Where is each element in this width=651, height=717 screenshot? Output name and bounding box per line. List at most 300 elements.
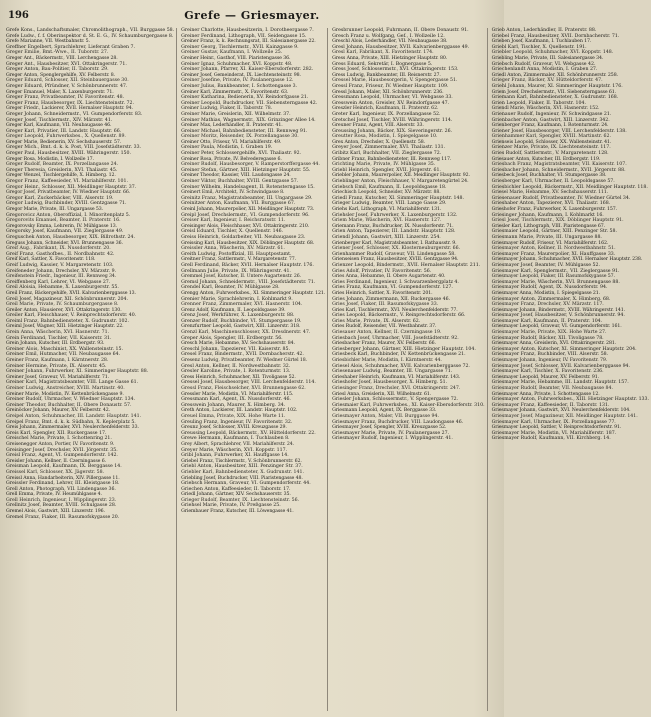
directory-entry: Grein Johann, Kutscher, III. Erdbergstr. 93.	[6, 341, 105, 347]
directory-entry: Greiner Heinr., Gasthof, VIII. Piaristengasse 36.	[181, 55, 291, 61]
directory-entry: Greis Johann, Zimmermaler, XVI. Neulerchenfelderstr. 33.	[6, 425, 139, 431]
directory-entry: Greisl Eduard, Tischler, X. Quellenstr. 146.	[181, 229, 284, 235]
directory-entry: Griesmayer Josef, Hausbesitzer, V. Schönbrunnerstr. 94.	[491, 313, 625, 319]
directory-entry: Gretschel Josef, Tischler, XVIII. Währingerstr. 114.	[332, 117, 453, 123]
directory-entry: Greiner Johann, Pfarrer, XI. Kaiser-Ebersdorferstr. 282.	[181, 67, 314, 73]
directory-entry: Greiner Peter, Schlossergehilfe, XVI. Thaliastr. 92.	[181, 151, 302, 157]
directory-entry: Greunz Josef, Schlosser, XVIII. Kreuzgasse 29.	[181, 425, 287, 431]
directory-entry: Griesl Anna, Greislerin, XII. Wilhelmstr. 61.	[332, 391, 432, 397]
directory-entry: Gresswein Johann, Maurer, X. Himberg. 34.	[181, 402, 286, 408]
directory-entry: Greiner Alois, Maschinist, XX. Wallensteinstr. 15.	[6, 346, 123, 352]
directory-entry: Griesmayer Rudolf, Ingenieur, I. Wipplingerstr. 41.	[332, 436, 453, 442]
directory-entry: Grenier Marie, Sprachlehrerin, I. Kohlmarkt 9.	[181, 296, 293, 302]
directory-entry: Griesmayer Leopold, Sattler, V. Reinprechtsdorferstr. 91.	[491, 425, 622, 431]
directory-entry: Greiml Josef, Wagner, XIII. Hietzinger Hauptstr. 22.	[6, 324, 124, 330]
directory-entry: Grienberger Karl, Magistratsbeamter, I. Rathausstr. 9.	[332, 240, 457, 246]
directory-entry: Grendel Karl, Beamter, IV. Mühlgasse 28.	[181, 285, 280, 291]
directory-entry: Griesmayer Josef, Schlosser, XVII. Kalvarienberggasse 94.	[491, 363, 631, 369]
directory-entry: Griesmayer Karl, Uhrmacher, IX. Porzellangasse 77.	[491, 419, 616, 425]
directory-entry: Gremmel Josef, Kutscher, II. Untere Augartenstr. 26.	[181, 274, 302, 280]
directory-entry: Grengg Anton, Fuhrwerksbes., XI. Simmeringer Hauptstr. 121.	[181, 290, 326, 296]
directory-entry: Griendl Marie, Wäscherin, XVI. Hasnerstr. 152.	[491, 106, 600, 112]
directory-entry: Greisinger Alois, Fleischhauer, XVI. Ottakringerstr. 210.	[181, 223, 310, 229]
directory-columns	[6, 28, 650, 711]
directory-entry: Greguss Johann, Schneider, XVI. Brunnengasse 36.	[6, 240, 123, 246]
directory-entry: Greiner Josefine, Private, IV. Paulanergasse 12.	[181, 78, 294, 84]
directory-entry: Gressel Josef, Hausbesorger, VIII. Lerchenfelderstr. 114.	[181, 380, 316, 386]
directory-entry: Griesmaier Karl, Fuhrwerksbes., XI. Kaiser-Ebersdorferstr. 310.	[332, 402, 485, 408]
directory-entry: Griem Josef, Drechslermstr., VII. Siebensterngasse 61.	[491, 89, 617, 95]
directory-entry: Gress Ludwig, Bankbeamter, III. Reisnerstr. 27.	[332, 72, 441, 78]
directory-entry: Griebling Josef, Buchdrucker, VIII. Piaristengasse 48.	[181, 475, 303, 481]
page-number: 196	[8, 10, 29, 21]
directory-entry: Gress Eduard, Sekretär, I. Bognergasse 5.	[332, 61, 433, 67]
directory-entry: Griesmayer Josef, Spengler, XVIII. Kreuzgasse 52.	[332, 425, 447, 431]
directory-entry: Grenner Franz, Zimmermaler, XVI. Hasnerstr. 104.	[181, 302, 303, 308]
directory-entry: Greif Franz, Gasthofbes., II. Nordbahnstr. 42.	[6, 251, 115, 257]
directory-entry: Grell Emma, Private, IV. Heumühlgasse 4.	[6, 492, 102, 498]
directory-entry: Griesmayer Franz, Maurerpolier, XI. Hauffgasse 33.	[491, 251, 616, 257]
directory-entry: Gregorsky Josef, Kaufmann, VII. Zieglergasse 49.	[6, 229, 124, 235]
directory-entry: Gries Johann, Zimmermann, XII. Ruckergasse 46.	[332, 296, 451, 302]
directory-entry: Greger Anton, Spenglergehilfe, XV. Felberstr. 8.	[6, 72, 116, 78]
directory-entry: Greschl Johann, Tapezierer, VII. Kaiserstr. 85.	[181, 346, 291, 352]
running-head: Grefe — Griesmayer.	[184, 9, 320, 22]
directory-entry: Greiner Ludwig, Anstreicher, XVIII. Martinstr. 40.	[6, 386, 125, 391]
directory-entry: Greger Theresia, Greislerin, XVI. Thaliastr. 45.	[6, 167, 118, 173]
directory-entry: Greger Josef, Tischlermstr., XIV. Märzstr. 41.	[6, 117, 113, 123]
directory-entry: Griebel Franz, Hausbesitzer, XVII. Dornbacherstr. 71.	[491, 33, 620, 39]
directory-entry: Grell Anton, Photograph, VII. Lindengasse 36.	[6, 486, 116, 492]
directory-entry: Greiner Julius, Bankbeamter, I. Schottengasse 3.	[181, 83, 298, 89]
directory-entry: Griebler Karl, Bahnbediensteter, X. Gudrunstr. 141.	[181, 469, 304, 475]
directory-entry: Griener Josef, Schlosser, XX. Klosterneuburgerstr. 66.	[332, 246, 461, 252]
directory-entry: Griesler Karl, Lithograph, VIII. Piaristengasse 67.	[491, 223, 606, 229]
directory-entry: Greiner Rudolf, Hausbesorger, V. Ramperstorffergasse 44.	[181, 162, 320, 168]
directory-entry: Greisman Leopold, Kaufmann, IX. Berggasse 14.	[6, 464, 122, 470]
directory-entry: Grenz Josef, Werkführer, X. Laxenburgerstr. 88.	[181, 313, 295, 319]
directory-entry: Gresenz Ludwig, Privatbeamter, IV. Wiedner Gürtel 18.	[181, 358, 308, 364]
directory-entry: Greith Ludwig, Postoffizial, III. Hauptpostamt.	[181, 251, 292, 257]
directory-entry: Greffner Engelbert, Sprachlehrer, Lieferant Graben 7.	[6, 44, 135, 50]
directory-entry: Greissl Anna, Handarbeiterin, XIV. Pillergasse 11.	[6, 475, 120, 481]
directory-entry: Greifeneder Johann, Drechsler, XV. Märzstr. 9.	[6, 268, 117, 274]
directory-entry: Greger Rudolf, Beamter, IX. Porzellangasse 24.	[6, 162, 119, 168]
directory-entry: Gressmann Leopold, Uhrmacher, VI. Webgasse 33.	[332, 95, 453, 101]
directory-entry: Gribner Franz, Bahnbediensteter, III. Rennweg 117.	[332, 156, 452, 162]
directory-entry: Gresbrunner Leopold, Fuhrmann, II. Obere Donaustr. 91.	[332, 28, 469, 33]
directory-entry: Greger Rosa, Modistin, I. Wollzeile 17.	[6, 156, 94, 162]
directory-entry: Gries Franz, Kaufmann, VI. Gumpendorferstr. 127.	[332, 285, 453, 291]
directory-entry: Gressl Franz, Fleischselcher, XVI. Brunnengasse 62.	[181, 386, 306, 391]
directory-entry: Greiner Johann, Fuhrwerker, XI. Simmeringer Hauptstr. 88.	[6, 369, 149, 375]
directory-entry: Gressmann Karl, Agent, IX. Nussdorferstr. 46.	[181, 397, 291, 403]
directory-entry: Griener Josef, Hausbesorger, VIII. Lerchenfelderstr. 138.	[491, 128, 627, 134]
directory-entry: Greisl Franz, Agent, VI. Gumpendorferstr. 142.	[6, 453, 118, 459]
directory-entry: Greiner Karl, Zimmermstr., X. Favoritenstr. 63.	[181, 89, 289, 95]
directory-entry: Gregor Josef, Privatbeamter, IV. Wiedner Hauptstr. 66.	[6, 190, 131, 196]
directory-entry: Griesmayer Josef, Magazineur, XII. Meidlinger Hauptstr. 141.	[491, 413, 638, 419]
directory-entry: Greil Franz, Bäckergehilfe, XVII. Kalvarienberggasse 13.	[6, 290, 136, 296]
directory-entry: Grichting Marie, Private, IV. Mühlgasse 35.	[332, 162, 436, 168]
directory-entry: Grienseis Leopold, Schlosser, XX. Wallensteinstr. 41.	[491, 139, 612, 145]
directory-entry: Greiner Theodor, Kassier, VIII. Laudongasse 24.	[181, 173, 291, 179]
directory-entry: Griesmayer Johann, Ingenieur, IV. Favoritenstr. 79.	[491, 358, 608, 364]
directory-entry: Greger Franz, Privatbeamter, IV. Favoritenstr. 48.	[6, 95, 125, 101]
directory-entry: Greischel Marie, Private, I. Schottenring 21.	[6, 436, 112, 442]
directory-entry: Griehsel Marie, Private, IV. Preßgasse 25.	[181, 503, 281, 509]
directory-entry: Grex Anton, Drechsler, X. Quellenstr. 58.	[332, 139, 426, 145]
directory-entry: Griembauer Franz, Kutscher, III. Löwengasse 41.	[181, 509, 294, 515]
directory-entry: Greiser Karl, Ingenieur, I. Reichsratsstr. 11.	[181, 218, 286, 224]
directory-entry: Greper Alois, Spengler, III. Erdbergstr. 56.	[181, 335, 283, 341]
directory-entry: Griesbacher Franz, Maurer, XV. Felberstr. 66.	[332, 341, 436, 347]
directory-entry: Greil Josef, Magazineur, XII. Schönbrunnerstr. 204.	[6, 296, 129, 302]
directory-entry: Greiner Emil, Hutmacher, VII. Neubaugasse 64.	[6, 352, 121, 358]
directory-entry: Greiner Franz, Kaufmann, I. Kärntnerstr. 28.	[6, 358, 109, 364]
directory-entry: Griesmayer Anna, Private, I. Schottengasse 12.	[491, 391, 600, 397]
directory-entry: Greipel Anton, Schuhmacher, III. Landstr. Hauptstr. 141.	[6, 413, 142, 419]
directory-entry: Grieshaber Heinrich, Kaufmann, VI. Mariahilferstr. 143.	[332, 374, 461, 380]
directory-entry: Greger Marie, Bedienerin, XV. Sechshauserstr. 57.	[6, 139, 122, 145]
directory-entry: Grienauer Rudolf, Ingenieur, IV. Schwindgasse 21.	[491, 111, 612, 117]
directory-entry: Gresl Johann, Hausbesitzer, XVII. Kalvarienberggasse 49.	[332, 44, 470, 50]
directory-entry: Griehsler Josef, Fuhrwerker, X. Laxenburgerstr. 132.	[332, 212, 458, 218]
directory-entry: Griesmayer Karl, Tischler, X. Favoritenstr. 236.	[491, 369, 604, 375]
directory-entry: Greitner Franz, Sattlermstr., V. Margaretenstr. 77.	[181, 257, 297, 263]
directory-entry: Griebling Marie, Private, III. Salesianergasse 34.	[491, 55, 604, 61]
directory-entry: Griesmayer Anna, Modistin, I. Spiegelgasse 21.	[491, 290, 601, 296]
directory-entry: Greiner Stefan, Gärtner, XIII. Hietzinger Hauptstr. 55.	[181, 167, 311, 173]
directory-entry: Griem Marie, Wäscherin, XVI. Hasnerstr. 127.	[332, 218, 442, 224]
directory-entry: Greger Ant., Hausbesitzer, XVI. Ottakringerstr. 71.	[6, 61, 127, 67]
directory-entry: Greyer Josef, Zimmermaler, XVI. Thaliastr. 131.	[332, 145, 446, 151]
directory-entry: Gregorovicz Anton, Oberoffizial, I. Minoritenplatz 5.	[6, 212, 131, 218]
directory-entry: Greinitz Franz, Magistratsbeamter, III. Ungargasse 29.	[181, 195, 313, 201]
directory-entry: Grenzl Karl, Maschinenschlosser, XX. Dresdnerstr. 47.	[181, 330, 311, 336]
directory-entry: Gregor Ludwig, Buchbinder, XVIII. Gentzgasse 71.	[6, 201, 127, 207]
directory-entry: Greiner Moritz, Reisender, IX. Porzellangasse 30.	[181, 134, 299, 140]
directory-entry: Greger Anton, Bau-Politier, II. Taborstr. 29.	[6, 67, 109, 73]
directory-entry: Greiner Max, Lederhändler, II. Praterstr. 41.	[181, 123, 283, 129]
directory-entry: Greissler Ferdinand, Lehrer, III. Kleistgasse 18.	[6, 481, 120, 487]
directory-entry: Greger Friedr., Lackierer, XVII. Hernalser Hauptstr. 94.	[6, 106, 133, 112]
directory-entry: Grieb Anton, Lederhändler, II. Praterstr. 88.	[491, 28, 597, 33]
directory-entry: Gress Anna, Private, XIII. Hietzinger Hauptstr. 80.	[332, 55, 448, 61]
directory-entry: Griendl Johann, Gastwirt, XIII. Linzerstr. 254.	[332, 234, 441, 240]
directory-entry: Griesmayer Anton, Fuhrwerksbes., XIII. Hietzinger Hauptstr. 133.	[491, 397, 650, 403]
directory-entry: Griesmayer Leopold, Maurer, XV. Felberstr. 91.	[491, 374, 599, 380]
directory-entry: Griebsch Emil, Kaufmann, II. Leopoldsgasse 18.	[332, 184, 447, 190]
directory-entry: Gregor Karl, Zuckerbäcker, VIII. Alserstr. 19.	[6, 195, 114, 201]
directory-entry: Gressl Johann, Maler, XII. Schönbrunnerstr. 236.	[332, 89, 444, 95]
directory-entry: Greipl Josef, Drechslermstr., VI. Gumpendorferstr. 96.	[181, 212, 310, 218]
directory-column-1	[6, 28, 177, 711]
directory-entry: Griedl Johann, Gärtner, XIV. Sechshauserstr. 35.	[181, 492, 291, 498]
directory-entry: Greuling Franz, Ingenieur, IV. Favoritenstr. 32.	[181, 419, 293, 425]
directory-entry: Greiner Charlotte, Hausbesitzerin, I. Dorotheergasse 7.	[181, 28, 314, 33]
directory-entry: Greiner Ludwig, Fiaker, II. Taborstr. 78.	[181, 106, 273, 112]
directory-column-3	[332, 28, 487, 711]
directory-entry: Greger Paul, Hausbesitzer, XVIII. Währingerstr. 150.	[6, 151, 132, 157]
directory-entry: Greiner Ferdinand, Lithograph, VII. Seidengasse 15.	[181, 33, 307, 39]
directory-entry: Gregor Marie, Private, III. Ungargasse 53.	[6, 207, 104, 212]
directory-entry: Grienseisen Franz, Hausbesitzer, XVIII. Gentzgasse 94.	[332, 257, 459, 263]
directory-entry: Greif Ludwig, Kassier, V. Margaretenstr. 103.	[6, 262, 114, 268]
directory-entry: Greger Karl, Privatier, III. Landstr. Hauptstr. 66.	[6, 128, 122, 134]
directory-entry: Grefe Marianne, VII. Westbahnstr. 5.	[6, 39, 90, 45]
directory-entry: Gresswein Anton, Greisler, XV. Reindorfgasse 47.	[332, 100, 450, 106]
directory-entry: Griesinger Franz, Drechsler, XVI. Ottakringerstr. 247.	[332, 386, 461, 391]
directory-entry: Gries Heinrich, Sattler, X. Favoritenstr. 201.	[332, 290, 433, 296]
directory-entry: Greutter Rosa, Modistin, I. Spiegelgasse 10.	[332, 134, 438, 140]
directory-entry: Gremel Alois, Gastwirt, XIII. Linzerstr. 196.	[6, 509, 105, 515]
directory-entry: Griehs Karl, Lithograph, VI. Mariahilferstr. 131.	[332, 207, 442, 212]
directory-entry: Griesbichler Marie, Modistin, I. Kärntnerstr. 44.	[332, 358, 442, 364]
directory-entry: Greiner Karl, Magistratsbeamter, VIII. Lange Gasse 61.	[6, 380, 139, 386]
directory-entry: Greussing Leopold, Bäckermstr., XV. Hütteldorferstr. 22.	[181, 430, 316, 436]
directory-entry: Greiml Franz, Bahnbediensteter, X. Gudrunstr. 102.	[6, 318, 130, 324]
directory-entry: Greiner Theodor, Buchhalter, II. Obere Donaustr. 57.	[6, 402, 132, 408]
directory-entry: Grell Heinrich, Ingenieur, I. Wipplingerstr. 23.	[6, 497, 117, 503]
directory-entry: Grien Anton, Tapezierer, III. Landstr. Hauptstr. 128.	[332, 229, 456, 235]
directory-entry: Greiss Heinrich, Goldarbeiter, VII. Neubaugasse 23.	[181, 234, 306, 240]
directory-entry: Greger Eduard, Schlosser, XII. Steinbauergasse 30.	[6, 78, 129, 84]
directory-entry: Gressel Marie, Hausbesorgerin, V. Spengergasse 51.	[332, 78, 458, 84]
directory-entry: Gregorovits Emanuel, Beamter, II. Praterstr. 16.	[6, 218, 121, 224]
directory-entry: Greger Johann, Schneidermstr., VI. Gumpendorferstr. 83.	[6, 111, 143, 117]
directory-entry: Gresel Franz, Bindermstr., XVII. Dornbacherstr. 42.	[181, 352, 304, 358]
directory-entry: Greiner Franz, k. k. Rechnungsrat, III. Salesianergasse 22.	[181, 39, 316, 45]
directory-entry: Greissel Karl, Schlosser, XX. Jägerstr. 58.	[6, 469, 105, 475]
directory-entry: Grellnitz Josef, Beamter, XVIII. Schulgasse 28.	[6, 503, 117, 509]
directory-entry: Greiner Ignaz, Schuhmacher, XVI. Koppstr. 48.	[181, 61, 293, 67]
directory-entry: Gries Adolf, Privatier, IV. Favoritenstr. 56.	[332, 268, 432, 274]
directory-entry: Griesmayer Anton, Zimmermaler, X. Himberg. 68.	[491, 296, 611, 302]
directory-entry: Griesmayer Anton, Maler, VII. Burggasse 94.	[332, 413, 439, 419]
directory-entry: Griesberger Karl, Uhrmacher, II. Leopoldsgasse 57.	[491, 179, 615, 185]
directory-entry: Griemann Karl, Bahnbediensteter, X. Gudrunstr. 168.	[491, 95, 619, 101]
directory-entry: Griesberger Johann, Gärtner, XIII. Hietzinger Hauptstr. 104.	[332, 346, 476, 352]
directory-entry: Greis Karl, Spengler, XII. Ruckergasse 17.	[6, 430, 107, 436]
directory-entry: Griesmann Marie, Private, III. Ungargasse 88.	[491, 234, 602, 240]
directory-entry: Griedl Anton, Zimmermaler, XII. Schönbrunnerstr. 258.	[491, 72, 618, 78]
directory-entry: Griesmayer Rudolf, Agent, IX. Nussdorferstr. 94.	[491, 285, 608, 291]
directory-entry: Greszler Heinrich, Kaufmann, II. Praterstr. 62.	[332, 106, 439, 112]
directory-entry: Greiner Viktor, Buchhalter, XVIII. Gentzgasse 57.	[181, 179, 299, 185]
directory-entry: Greschl Alois, Lederhändler, VII. Neubaugasse 38.	[332, 39, 448, 45]
directory-entry: Greuel Emma, Private, XIX. Hohe Warte 11.	[181, 413, 286, 419]
directory-entry: Gries Marie, Private, IX. Alserstr. 62.	[332, 318, 421, 324]
directory-entry: Griesmayer Leopold, Graveur, VI. Gumpendorferstr. 161.	[491, 324, 622, 330]
directory-entry: Griebler Leopold, Schuhmacher, XVI. Koppstr. 148.	[491, 50, 614, 56]
directory-entry: Griesmayer Marie, Hebamme, III. Landstr. Hauptstr. 157.	[491, 380, 629, 386]
directory-entry: Griesmayer Rudolf, Friseur, VI. Mariahilferstr. 162.	[491, 240, 609, 246]
directory-entry: Greif Aug., Fabrikant, IX. Nussdorferstr. 20.	[6, 246, 111, 252]
directory-entry: Grein Ferdinand, Tischler, VII. Kaiserstr. 31.	[6, 335, 112, 341]
directory-entry: Griebsch Hermann, Graveur, VI. Gumpendorferstr. 44.	[181, 481, 311, 487]
directory-entry: Griechisch Leopold, Schneider, XV. Märzstr. 88.	[332, 190, 441, 196]
directory-entry: Greisinger Josef, Drechsler, XVII. Jörgerstr. 35.	[6, 447, 118, 453]
directory-entry: Greipel Franz, Bmt. d. k. k. Südbahn, X. Keplerplatz 5.	[6, 419, 136, 425]
directory-column-2	[181, 28, 328, 711]
directory-entry: Grienhammer Rudolf, Graveur, VII. Lindengasse 58.	[332, 251, 456, 257]
directory-entry: Greiffenberg Karl, Lehrer, VI. Webgasse 27.	[6, 279, 111, 285]
directory-entry: Grieger Rudolf, Beamter, IX. Liechtensteinstr. 56.	[181, 497, 300, 503]
directory-entry: Grienbacher Anton, Gastwirt, XIII. Linzerstr. 342.	[491, 117, 610, 123]
directory-entry: Griesmayer Josef, Beamter, IV. Mühlgasse 52.	[491, 262, 600, 268]
directory-entry: Griesmann Leopold, Agent, IX. Berggasse 33.	[332, 408, 437, 414]
directory-entry: Greger Leopold, Fuhrwerksbes., X. Quellenstr. 89.	[6, 134, 126, 140]
directory-entry: Griesmayer Franz, Buchdrucker, VIII. Laudongasse 46.	[332, 419, 464, 425]
directory-entry: Griesler Johann, Schlossermstr., V. Spengergasse 72.	[332, 397, 459, 403]
directory-entry: Griesmayer Johann, Schuhmacher, XVII. Hernalser Hauptstr. 238.	[491, 257, 643, 263]
directory-entry: Greinöcker Johann, Maurer, XV. Felberstr. 42.	[6, 408, 111, 414]
directory-entry: Gries Karl, Tischlermstr., XVI. Neulerchenfelderstr. 77.	[332, 307, 458, 313]
directory-entry: Gries Anna, Hebamme, II. Obere Augartenstr. 40.	[332, 274, 446, 280]
directory-entry: Gressler Marie, Modistin, VI. Mariahilferstr. 115.	[181, 391, 294, 397]
directory-entry: Greif Karl, Sattler, X. Favoritenstr. 118.	[6, 257, 96, 263]
directory-entry: Gress Josef, Schlossermstr., XVI. Ottakringerstr. 153.	[332, 67, 459, 73]
directory-entry: Griesenauer Rudolf, Privatbeamter, IV. Wiedner Gürtel 34.	[491, 195, 631, 201]
directory-entry: Grienzer Marie, Private, IX. Liechtensteinstr. 117.	[491, 145, 611, 151]
directory-entry: Griebl Karl, Tischler, X. Quellenstr. 191.	[491, 44, 587, 50]
directory-entry: Griechenlandt Anna, Modistin, I. Graben 27.	[491, 67, 598, 73]
directory-entry: Greter Karl, Ingenieur, IX. Porzellangasse 52.	[332, 111, 441, 117]
directory-entry: Griedl Franz, Kutscher, XI. Simmeringer Hauptstr. 148.	[332, 195, 464, 201]
directory-entry: Gries Ferdinand, Ingenieur, I. Schwarzenbergplatz 4.	[332, 279, 459, 285]
directory-entry: Griesmayer Rudolf, Beamter, VII. Neubaugasse 84.	[491, 386, 613, 391]
directory-entry: Greger Emanuel, Maler, X. Laxenburgerstr. 71.	[6, 89, 114, 95]
directory-entry: Grienzer Leopold, Bindermstr., XVII. Hernalser Hauptstr. 211.	[332, 262, 481, 268]
directory-entry: Griesbeck Karl, Buchbinder, IV. Kettenbrückengasse 21.	[332, 352, 466, 358]
directory-entry: Greiler Karl, Fleischhauer, V. Reinprechtsdorferstr. 40.	[6, 313, 137, 319]
directory-entry: Gribitz Karl, Buchhalter, VII. Zieglergasse 72.	[332, 151, 442, 157]
directory-entry: Greiner Wilhelm, Handelsagent, II. Rotensterngasse 15.	[181, 184, 315, 190]
directory-entry: Gressl Franz, Friseur, IV. Wiedner Hauptstr. 109.	[332, 83, 449, 89]
directory-entry: Gremel Franz, Fiaker, III. Rasumofskygasse 20.	[6, 514, 120, 520]
directory-entry: Greisenegger Anton, Portier, IV. Favoritenstr. 9.	[6, 441, 115, 447]
directory-entry: Gregorovsky Emma, Lehrerin, IV. Mühlgasse 13.	[6, 223, 117, 229]
directory-entry: Griesmayer Rudolf, Kaufmann, VII. Kirchberg. 14.	[491, 436, 611, 442]
directory-entry: Greinert Emil, Architekt, IV. Schwindgasse 8.	[181, 190, 285, 196]
directory-entry: Greiner Hermine, Private, IX. Alserstr. 45.	[6, 363, 107, 369]
directory-entry: Griesel Alois, Schuhmacher, XVII. Kalvarienberggasse 72.	[332, 363, 470, 369]
directory-entry: Greger Mich., Bmt. d. k. k. Post, VIII. Josefstädterstr. 33.	[6, 145, 142, 151]
directory-entry: Greth Anton, Lackierer, III. Landstr. Hauptstr. 102.	[181, 408, 298, 414]
directory-entry: Grieger Ludwig, Beamter, VIII. Lange Gasse 29.	[332, 201, 447, 207]
directory-entry: Greinitzer Anton, Kaufmann, VII. Burggasse 67.	[181, 201, 296, 207]
directory-entry: Gregor Heinr., Schlosser, XII. Meidlinger Hauptstr. 37.	[6, 184, 137, 190]
directory-entry: Grieshaber Anton, Tapezierer, XVI. Thaliastr. 168.	[491, 201, 611, 207]
directory-column-4	[492, 28, 651, 711]
directory-entry: Griesmayer Franz, Buchbinder, VIII. Alserstr. 58.	[491, 352, 609, 358]
directory-entry: Griesbeck Josef, Buchhalter, VI. Stumpergasse 38.	[491, 173, 607, 179]
directory-entry: Griesmayer Leopold, Fiaker, III. Rasumofskygasse 57.	[491, 274, 615, 280]
directory-entry: Griesmayer Marie, Private, IV. Paulanergasse 27.	[332, 430, 450, 436]
directory-entry: Grell Ferdinand, Bäcker, XVII. Hernalser Hauptstr. 176.	[181, 262, 314, 268]
directory-entry: Griesmayer Johann, Bindermstr., XVIII. Währingerstr. 141.	[491, 307, 626, 313]
directory-entry: Griesauer Anton, Kutscher, III. Erdbergstr. 119.	[491, 156, 601, 162]
directory-entry: Greiner Josef, Gemeinderat, IX. Liechtensteinstr. 98.	[181, 72, 301, 78]
directory-entry: Griesmayer Franz, Kaffeesieder, II. Taborstr. 131.	[491, 402, 610, 408]
directory-entry: Gremsl Johann, Schneidermstr., VIII. Josefstädterstr. 71.	[181, 279, 316, 285]
directory-entry: Griesauer Anton, Kellner, II. Czerningasse 19.	[332, 330, 442, 336]
directory-entry: Greiner Rosa, Private, IV. Belvederegasse 6.	[181, 156, 282, 162]
directory-entry: Greiner Marie, Modistin, IV. Kettenbrückengasse 9.	[6, 391, 124, 397]
directory-entry: Griesenauer Ludwig, Beamter, III. Ungargasse 71.	[332, 369, 453, 375]
directory-entry: Grienhammer Karl, Spengler, XVIII. Martinstr. 62.	[491, 134, 611, 140]
directory-entry: Greger Wenzel, Tischlergehilfe, X. Himberg. 12.	[6, 173, 116, 179]
directory-entry: Griesbichler Leopold, Bäckermstr., XII. Meidlinger Hauptstr. 118.	[491, 184, 648, 190]
directory-entry: Greuner Franz, Agent, VIII. Alserstr. 33.	[332, 123, 424, 129]
directory-entry: Greger Eduard, Pfründner, V. Schönbrunnerstr. 47.	[6, 83, 128, 89]
directory-entry: Grellmann Julie, Private, IX. Währingerstr. 41.	[181, 268, 291, 274]
directory-entry: Greiner Georg, Tischlermstr., XVII. Kainzgasse 9.	[181, 44, 299, 50]
directory-entry: Grienberger Franz, Kaufmann, I. Rotenturmstr. 24.	[491, 123, 609, 129]
directory-entry: Griehl Johann, Maurer, XI. Simmeringer Hauptstr. 176.	[491, 83, 623, 89]
directory-entry: Greguschek Anton, Hausbesorger, XIX. Billrothstr. 24.	[6, 234, 135, 240]
directory-entry: Griesmayer Anna, Greislerin, XVI. Ottakringerstr. 281.	[491, 341, 617, 347]
directory-entry: Grefe Ludw., f. f. Oberinspektor d. St. E. G., IV. Schaumburgergasse 8.	[6, 33, 174, 39]
directory-entry: Greisler Johann, Kellner, II. Czerningasse 6.	[6, 458, 106, 464]
directory-entry: Griesmayer Marie, Wäscherin, XVI. Brunnengasse 88.	[491, 279, 620, 285]
directory-entry: Greiner Mathias, Wagnermstr., XIX. Grinzinger Allee 14.	[181, 117, 316, 123]
directory-entry: Griesl Josef, Tischlermstr., XIX. Döblinger Hauptstr. 91.	[491, 218, 624, 224]
directory-entry: Greiner Gustav, Kaufmann, I. Wollzeile 25.	[181, 50, 283, 56]
directory-entry: Grieshofer Franz, Fuhrwerker, X. Laxenburgerstr. 157.	[491, 207, 618, 212]
directory-entry: Greger Franz, Hausbesorger, IX. Liechtensteinstr. 72.	[6, 100, 134, 106]
directory-entry: Griesmaier Leopold, Gärtner, XIII. Penzinger Str. 58.	[491, 229, 618, 235]
directory-entry: Griesmayer Rudolf, Bäcker, XII. Tivoligasse 78.	[491, 335, 604, 341]
directory-entry: Griesbach Josef, Uhrmacher, VIII. Josefstädterstr. 92.	[332, 335, 459, 341]
directory-entry: Greissing Karl, Hausbesitzer, XIX. Döblinger Hauptstr. 68.	[181, 240, 315, 246]
directory-entry: Grein Anna, Wäscherin, XVI. Hasnerstr. 71.	[6, 330, 110, 336]
directory-entry: Griesmayer Anton, Kutscher, XI. Simmeringer Hauptstr. 204.	[491, 346, 637, 352]
directory-entry: Gresler Karoline, Private, I. Rotenturmstr. 13.	[181, 369, 291, 375]
directory-entry: Greyer Marie, Wäscherin, XVI. Koppstr. 117.	[181, 447, 288, 453]
directory-entry: Greiner Leopold, Buchdrucker, VII. Siebensterngasse 42.	[181, 100, 318, 106]
directory-entry: Gregor Franz, Kaffeesieder, VI. Mariahilferstr. 101.	[6, 179, 128, 185]
directory-entry: Grien Leopold, Fiaker, II. Taborstr. 104.	[491, 100, 586, 106]
directory-entry: Griesmayer Karl, Kaufmann, II. Praterstr. 104.	[491, 318, 603, 324]
directory-entry: Griesbach Franz, Magistratsbeamter, VII. Kaiserstr. 107.	[491, 162, 627, 168]
directory-entry: Greger Emilie, Bmt.-Wwe., II. Tuborstr. 27.	[6, 50, 109, 56]
directory-entry: Griebl Anton, Hausbesitzer, XIII. Penzinger Str. 37.	[181, 464, 303, 470]
directory-entry: Griemann Franz, Buchdrucker, IX. Nussdorferstr. 71.	[332, 223, 454, 229]
directory-entry: Greil Marie, Private, IV. Schaumburgergasse 8.	[6, 302, 119, 308]
directory-entry: Greiner Michael, Bahnbediensteter, III. Rennweg 91.	[181, 128, 308, 134]
directory-entry: Griesmayer Anton, Kellner, II. Nordwestbahnstr. 51.	[491, 246, 616, 252]
directory-entry: Griesel Marie, Hebamme, XV. Sechshauserstr. 111.	[491, 190, 609, 196]
directory-entry: Greinl Johann, Maurerpolier, XII. Meidlinger Hauptstr. 73.	[181, 207, 315, 212]
directory-entry: Grieblinger Anton, Fleischhauer, V. Margaretengürtel 24.	[332, 179, 469, 185]
directory-entry: Gresch Franz u. Wolfgang, Gef., I. Wollzeile 12.	[332, 33, 445, 39]
directory-entry: Gribl Johann, Fuhrwerker, XI. Hauffgasse 14.	[181, 453, 289, 459]
directory-entry: Grieger Franz, Bäcker, XV. Hütteldorferstr. 47.	[491, 78, 603, 84]
directory-entry: Grey Albert, Sprachlehrer, VII. Mariahilferstr. 24.	[181, 441, 295, 447]
directory-entry: Griebsch Rudolf, Graveur, VI. Webgasse 42.	[491, 61, 596, 67]
directory-entry: Grefe Kons., Landschaftsmaler, Chromolithograph., VII. Burggasse 58.	[6, 28, 175, 33]
directory-entry: Griebel Franz, Tischlermstr., V. Schönbrunnerstr. 62.	[181, 458, 302, 464]
directory-entry: Griebler Johann, Maurerpolier, XII. Meidlinger Hauptstr. 92.	[332, 173, 470, 179]
directory-entry: Griesmayer Marie, Modistin, VI. Mariahilferstr. 187.	[491, 430, 617, 436]
directory-entry: Greiner Katharina, Bedienerin, XV. Reindorfgasse 21.	[181, 95, 309, 101]
directory-entry: Greger Karl, Kaufmann, VII. Neubaugasse 46.	[6, 123, 112, 129]
directory-entry: Griesmayer Karl, Spenglermstr., VII. Zieglergasse 91.	[491, 268, 620, 274]
directory-entry: Greiner Otto, Friseur, VI. Mariahilferstr. 49.	[181, 139, 282, 145]
directory-entry: Grewe Hermann, Kaufmann, I. Tuchlauben 8.	[181, 436, 290, 442]
